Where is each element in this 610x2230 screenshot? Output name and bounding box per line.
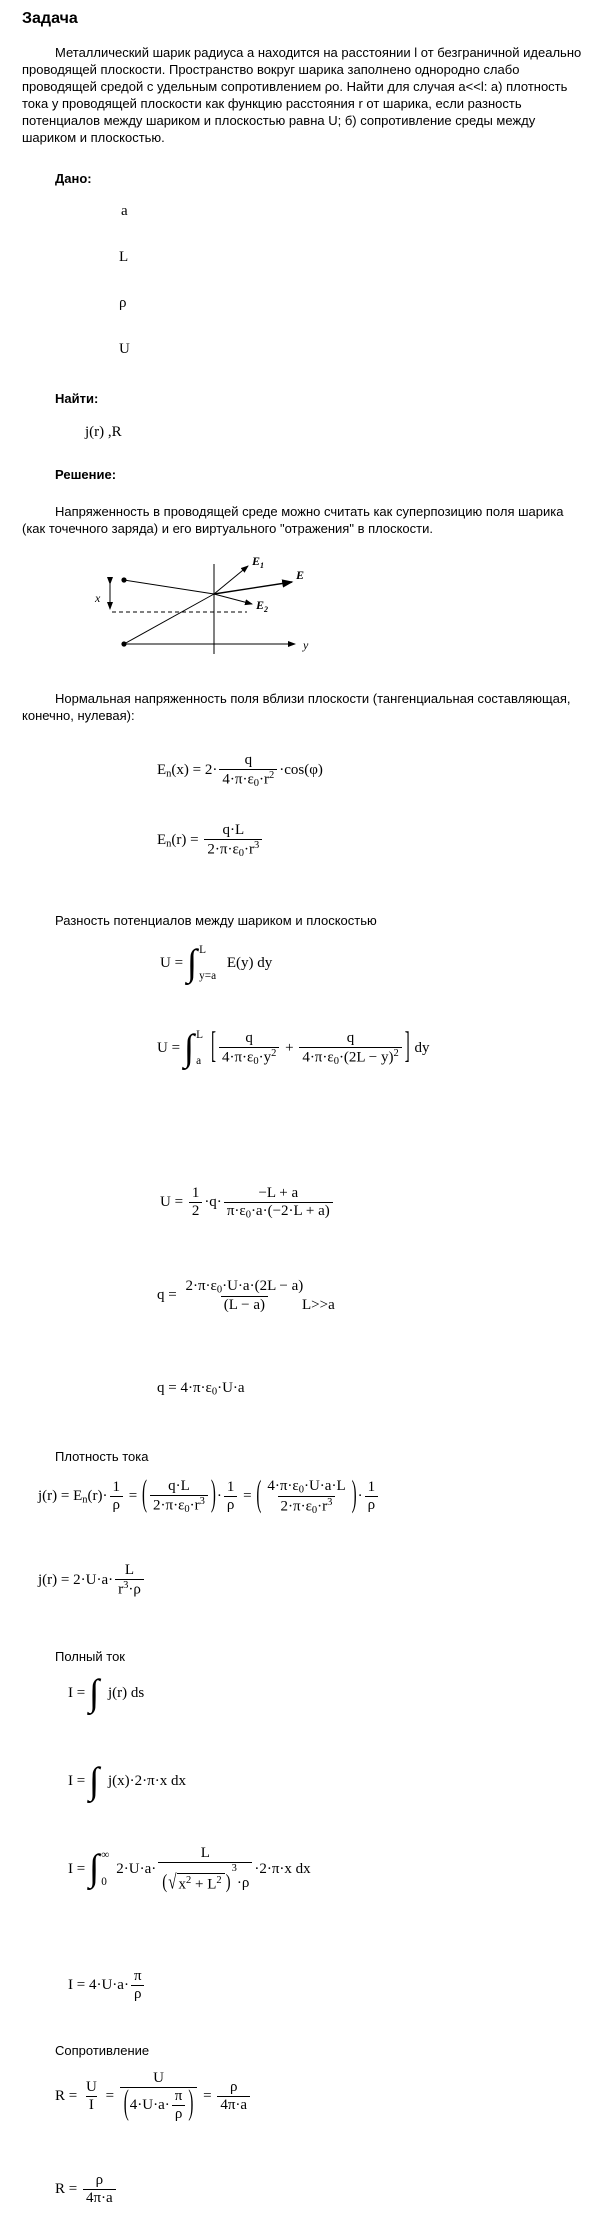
math-text: 4·U·a·	[129, 2096, 170, 2113]
math-text: 4·π·ε	[302, 1049, 334, 1066]
given-item-a: a	[121, 203, 128, 219]
math-text: U	[160, 955, 171, 972]
math-fraction	[110, 1479, 124, 1514]
math-text: 4π·a	[85, 2190, 113, 2206]
math-text: =	[57, 1488, 74, 1505]
math-integral	[187, 945, 218, 983]
math-row	[299, 1047, 401, 1067]
math-text: π	[133, 1968, 142, 1984]
math-text: ρ	[95, 2172, 104, 2188]
math-subscript: 0	[184, 1504, 190, 1516]
formula-u-integral-2	[157, 1027, 430, 1069]
formula-en-x	[157, 752, 323, 789]
math-text: ρ	[174, 2106, 183, 2122]
math-text: 2·U·a·	[116, 1860, 157, 1877]
math-text: =	[65, 2180, 81, 2197]
math-text: ·r	[259, 771, 270, 788]
math-row	[110, 1479, 124, 1496]
formula-i-integral-3	[68, 1845, 311, 1893]
math-fraction	[204, 822, 262, 859]
math-text: =	[199, 2087, 216, 2104]
math-text: ρ	[229, 2079, 238, 2095]
math-row	[157, 1380, 245, 1396]
formula-en-r	[157, 822, 264, 859]
solution-intro: Напряженность в проводящей среде можно считать как суперпозицию поля шарика (как точечного заряда) и его виртуального "отражения" в плоскости.	[22, 504, 564, 536]
math-text: j(x)·2·π·x dx	[104, 1773, 186, 1790]
math-text: j(r)	[38, 1571, 58, 1588]
find-value: j(r) ,R	[85, 424, 122, 440]
e2-vector-label: $E_2$	[256, 598, 269, 614]
math-text: I	[68, 1685, 73, 1702]
math-fraction	[365, 1479, 379, 1514]
math-integral	[89, 1675, 99, 1713]
math-text: 4·π·ε	[267, 1478, 299, 1494]
math-text: r	[118, 1581, 124, 1598]
math-fraction	[264, 1478, 348, 1516]
math-text: =	[186, 831, 203, 848]
math-text: q	[157, 1287, 165, 1304]
upper-limit: L	[199, 944, 206, 956]
math-text: ·ρ	[128, 1581, 141, 1598]
math-fence	[123, 2085, 195, 2123]
math-fence	[210, 1027, 411, 1068]
upper-limit: L	[196, 1029, 203, 1041]
math-text: ·	[216, 1488, 222, 1505]
lower-limit: 0	[101, 1875, 107, 1888]
math-text: 1	[367, 1479, 376, 1496]
math-text: (L − a)	[223, 1296, 265, 1313]
math-superscript: 3	[199, 1496, 205, 1508]
math-text: E	[73, 1488, 83, 1505]
math-row	[224, 1496, 238, 1514]
math-row	[219, 822, 247, 839]
formula-i-integral-2	[68, 1763, 186, 1801]
math-text: π	[174, 2088, 183, 2104]
math-text: =	[125, 1488, 141, 1505]
math-text: 2·π·ε	[207, 841, 239, 858]
math-row	[172, 2105, 186, 2123]
math-fraction	[131, 1968, 145, 2003]
math-text: ·U·a·L	[303, 1478, 346, 1494]
formula-r-long	[55, 2070, 252, 2123]
math-text: 1	[191, 1185, 200, 1202]
math-text: π·ε	[226, 1203, 246, 1219]
math-row	[83, 2189, 116, 2207]
e1-vector-label: $E_1$	[252, 554, 265, 570]
math-superscript: 3	[254, 840, 260, 851]
problem-statement: Металлический шарик радиуса a находится на расстоянии l от безграничной идеально проводящей плоскости. Пространство вокруг шарика заполнено однородно слабо проводящей средой с удельным сопротивлением ρo. Найти для случая a<<l: а) плотность тока у проводящей плоскости как функцию расстояния r от шарика, если разность потенциалов между шариком и плоскостью равна U; б) сопротивление среды между шариком и плоскостью.	[22, 45, 582, 145]
math-text: ·U·a	[217, 1380, 245, 1396]
math-text: U	[157, 1040, 168, 1057]
math-text: 1	[226, 1479, 235, 1496]
given-item-rho: ρ	[119, 295, 127, 311]
math-text: +	[281, 1040, 298, 1057]
math-text: j(r) ds	[104, 1685, 145, 1702]
field-superposition-diagram	[82, 552, 332, 677]
math-text: ·	[357, 1488, 363, 1505]
math-fraction	[150, 1478, 208, 1515]
formula-u-integral-1	[160, 945, 272, 983]
math-text: 4·π·ε	[222, 771, 254, 788]
math-text: q	[157, 1380, 165, 1396]
close-bracket-icon: )	[225, 1871, 231, 1894]
integral-sign-icon: ∫	[88, 1848, 100, 1890]
math-text: =	[170, 1194, 187, 1211]
math-text: U	[160, 1194, 171, 1211]
math-text: =	[164, 1287, 181, 1304]
math-row	[227, 2079, 241, 2096]
math-text: (x)	[171, 761, 189, 778]
page-title: Задача	[22, 10, 78, 27]
math-text: I	[68, 1773, 73, 1790]
math-superscript: 2	[216, 1875, 222, 1887]
math-fraction	[219, 1030, 279, 1067]
math-text: ·y	[258, 1049, 272, 1066]
math-text: 2·π·ε	[153, 1497, 185, 1514]
math-row	[242, 752, 256, 769]
math-text: E	[157, 831, 167, 848]
math-row	[177, 1873, 225, 1893]
math-fence	[141, 1475, 217, 1516]
math-row	[189, 1185, 203, 1202]
math-row	[115, 1579, 144, 1598]
math-row	[219, 1047, 279, 1067]
math-row	[158, 1862, 252, 1893]
formula-q-full	[157, 1278, 308, 1314]
resistance-label: Сопротивление	[55, 2043, 150, 2058]
math-row	[172, 2088, 186, 2105]
e-total-vector-label: E	[296, 568, 305, 582]
math-fraction	[182, 1278, 306, 1314]
math-row	[131, 1985, 145, 2003]
math-text: 4·π·ε	[180, 1380, 212, 1396]
open-bracket-icon: (	[256, 1475, 262, 1516]
math-text: =	[101, 2087, 118, 2104]
formula-i-result	[68, 1968, 147, 2003]
math-text: E	[157, 761, 167, 778]
math-fraction	[83, 2172, 116, 2207]
math-row	[224, 1202, 333, 1221]
math-text: q·L	[222, 822, 245, 838]
math-subscript: 0	[211, 1386, 218, 1398]
math-row	[165, 1478, 193, 1495]
close-bracket-icon: )	[188, 2085, 194, 2123]
math-text: U	[153, 2070, 164, 2086]
math-superscript: 2	[271, 1048, 277, 1060]
formula-r-result	[55, 2172, 118, 2207]
math-text: x	[178, 1876, 186, 1893]
math-text: I	[88, 2097, 94, 2113]
math-row	[182, 1278, 306, 1296]
math-row	[68, 1673, 145, 1714]
lower-limit: y=a	[199, 970, 217, 983]
integral-limits	[197, 945, 218, 983]
math-row	[86, 2096, 97, 2114]
math-fraction	[120, 2070, 198, 2123]
math-text: ·a·(−2·L + a)	[250, 1203, 330, 1219]
math-row	[130, 2088, 188, 2123]
math-text: ρ	[226, 1497, 235, 1514]
radical-icon: √	[168, 1871, 177, 1894]
math-fraction	[224, 1185, 333, 1221]
formula-q-approx	[157, 1380, 245, 1398]
math-row	[83, 2079, 100, 2096]
math-text: =	[170, 955, 187, 972]
math-subscript: n	[166, 768, 172, 780]
math-subscript: 0	[238, 847, 245, 859]
math-fraction	[172, 2088, 186, 2123]
given-label: Дано:	[55, 171, 92, 186]
math-text: ·(2L − y)	[338, 1049, 394, 1066]
math-text: ·ρ	[236, 1874, 250, 1891]
formula-i-integral-1	[68, 1675, 144, 1713]
integral-sign-icon: ∫	[88, 1761, 100, 1802]
math-text: =	[73, 1685, 89, 1702]
math-fraction	[219, 752, 277, 789]
math-row	[365, 1479, 379, 1496]
math-row	[38, 1562, 146, 1598]
math-row	[219, 769, 277, 789]
math-row	[160, 943, 273, 984]
math-superscript: 2	[393, 1048, 399, 1060]
integral-sign-icon: ∫	[88, 1673, 100, 1714]
integral-limits	[194, 1030, 205, 1068]
find-label: Найти:	[55, 391, 99, 406]
math-text: 4π·a	[220, 2097, 248, 2113]
math-superscript: 2	[186, 1875, 192, 1887]
math-text: 2·π·ε	[185, 1278, 217, 1294]
solution-label: Решение:	[55, 467, 117, 482]
formula-j-result	[38, 1562, 146, 1598]
math-text: 4·U·a·	[88, 1976, 129, 1993]
math-subscript: 0	[333, 1056, 339, 1068]
math-subscript: n	[166, 838, 172, 850]
math-text: ρ	[133, 1986, 142, 2002]
math-row	[262, 1478, 350, 1516]
e2-vector-arrow	[214, 594, 252, 604]
approximation-condition: L>>a	[302, 1297, 335, 1313]
math-text: 2·U·a·	[73, 1571, 114, 1588]
math-text: 2	[191, 1203, 200, 1220]
math-subscript: n	[82, 1494, 88, 1506]
math-text: E(y) dy	[223, 955, 273, 972]
math-row	[122, 1562, 137, 1579]
math-text: U	[85, 2079, 97, 2095]
math-text: dy	[410, 1040, 430, 1057]
close-bracket-icon: )	[351, 1475, 357, 1516]
math-row	[110, 1496, 124, 1514]
open-bracket-icon: (	[162, 1871, 168, 1894]
math-row	[242, 1030, 256, 1047]
math-text: =	[167, 1040, 184, 1057]
current-density-label: Плотность тока	[55, 1449, 149, 1464]
math-superscript: 3	[123, 1580, 129, 1591]
math-text: (r)	[171, 831, 187, 848]
math-subscript: 0	[216, 1284, 223, 1296]
math-integral	[89, 1850, 111, 1888]
math-text: =	[73, 1773, 89, 1790]
close-bracket-icon: )	[210, 1475, 216, 1516]
open-bracket-icon: [	[210, 1027, 216, 1068]
math-superscript: 3	[231, 1863, 237, 1874]
math-row	[120, 2087, 198, 2123]
upper-limit: ∞	[101, 1849, 110, 1862]
math-text: q	[245, 1030, 253, 1047]
math-text: R	[55, 2180, 66, 2197]
image-to-point-line	[124, 594, 214, 644]
math-fraction	[224, 1479, 238, 1514]
math-row	[148, 1478, 210, 1515]
math-row	[365, 1496, 379, 1514]
integral-limits	[99, 1850, 111, 1888]
math-fraction	[158, 1845, 252, 1893]
math-text: ·r	[317, 1497, 328, 1514]
math-text: R	[55, 2087, 66, 2104]
math-text: =	[164, 1380, 181, 1396]
math-integral	[184, 1030, 205, 1068]
math-sqrt	[168, 1873, 224, 1893]
math-row	[278, 1496, 336, 1516]
math-row	[224, 1479, 238, 1496]
math-row	[217, 1030, 404, 1067]
math-text: j(r)	[38, 1488, 58, 1505]
math-row	[131, 1968, 145, 1985]
math-subscript: 0	[245, 1209, 251, 1221]
math-text: =	[73, 1976, 89, 1993]
math-row	[255, 1185, 301, 1202]
math-superscript: 2	[269, 770, 275, 781]
lower-limit: a	[196, 1055, 202, 1068]
math-fraction	[189, 1185, 203, 1220]
math-row	[68, 1845, 311, 1894]
math-text: =	[65, 2087, 81, 2104]
math-text: 1	[112, 1479, 121, 1496]
math-text: =	[188, 761, 205, 778]
math-text: + L	[191, 1876, 217, 1893]
math-text: ·U·a·(2L − a)	[222, 1278, 304, 1294]
math-subscript: 0	[253, 777, 260, 789]
math-row	[150, 1495, 208, 1515]
math-text: =	[57, 1571, 74, 1588]
math-row	[204, 839, 262, 859]
math-row	[68, 1761, 186, 1802]
math-row	[93, 2172, 107, 2189]
math-subscript: 0	[311, 1504, 318, 1516]
math-text: ·q·	[204, 1194, 222, 1211]
math-text: I	[68, 1860, 73, 1877]
given-item-U: U	[119, 341, 130, 357]
math-text: q·L	[168, 1478, 190, 1495]
math-text: ρ	[112, 1497, 121, 1514]
math-text: ·r	[189, 1497, 200, 1514]
math-integral	[89, 1763, 99, 1801]
math-row	[68, 1968, 147, 2002]
math-text: I	[68, 1976, 73, 1993]
math-text: ·cos(φ)	[279, 761, 323, 778]
math-row	[344, 1030, 358, 1047]
math-row	[189, 1202, 203, 1220]
math-fraction	[299, 1030, 401, 1067]
charge-to-point-line	[124, 580, 214, 594]
math-text: ·r	[244, 841, 255, 858]
given-item-L: L	[119, 249, 129, 265]
math-row	[221, 1296, 268, 1314]
math-text: ρ	[367, 1497, 376, 1514]
formula-j-long	[38, 1475, 380, 1516]
open-bracket-icon: (	[123, 2085, 129, 2123]
math-text: (r)·	[87, 1488, 108, 1505]
math-row	[198, 1845, 213, 1862]
normal-field-note: Нормальная напряженность поля вблизи плоскости (тангенциальная составляющая, конечно, нулевая):	[22, 691, 571, 723]
math-fraction	[217, 2079, 250, 2114]
math-text: ·2·π·x dx	[254, 1860, 311, 1877]
math-text: =	[73, 1860, 89, 1877]
math-text: L	[124, 1562, 135, 1578]
total-current-label: Полный ток	[55, 1649, 125, 1664]
integral-sign-icon: ∫	[183, 1028, 195, 1069]
math-fraction	[115, 1562, 144, 1598]
x-axis-label: x	[95, 591, 101, 605]
integral-sign-icon: ∫	[186, 943, 198, 984]
y-axis-label: y	[303, 638, 309, 652]
math-fence	[161, 1873, 231, 1893]
math-text: =	[239, 1488, 256, 1505]
math-subscript: 0	[298, 1484, 304, 1496]
math-row	[150, 2070, 167, 2087]
close-bracket-icon: ]	[404, 1027, 410, 1068]
math-subscript: 0	[253, 1056, 259, 1068]
math-superscript: 3	[327, 1496, 333, 1508]
math-fence	[255, 1475, 357, 1516]
open-bracket-icon: (	[142, 1475, 147, 1516]
math-text: 4·π·ε	[221, 1049, 254, 1066]
math-text: L	[200, 1845, 210, 1861]
potential-diff-note: Разность потенциалов между шариком и плоскостью	[55, 913, 377, 928]
math-text: 2·π·ε	[280, 1497, 312, 1514]
math-text: −L + a	[258, 1185, 299, 1201]
formula-u-result	[160, 1185, 335, 1221]
math-row	[264, 1478, 348, 1496]
math-text: q	[244, 752, 253, 768]
math-row	[168, 1873, 224, 1893]
math-text: q	[346, 1030, 355, 1047]
math-fraction	[83, 2079, 100, 2114]
math-text: 2·	[204, 761, 218, 778]
math-row	[217, 2096, 250, 2114]
